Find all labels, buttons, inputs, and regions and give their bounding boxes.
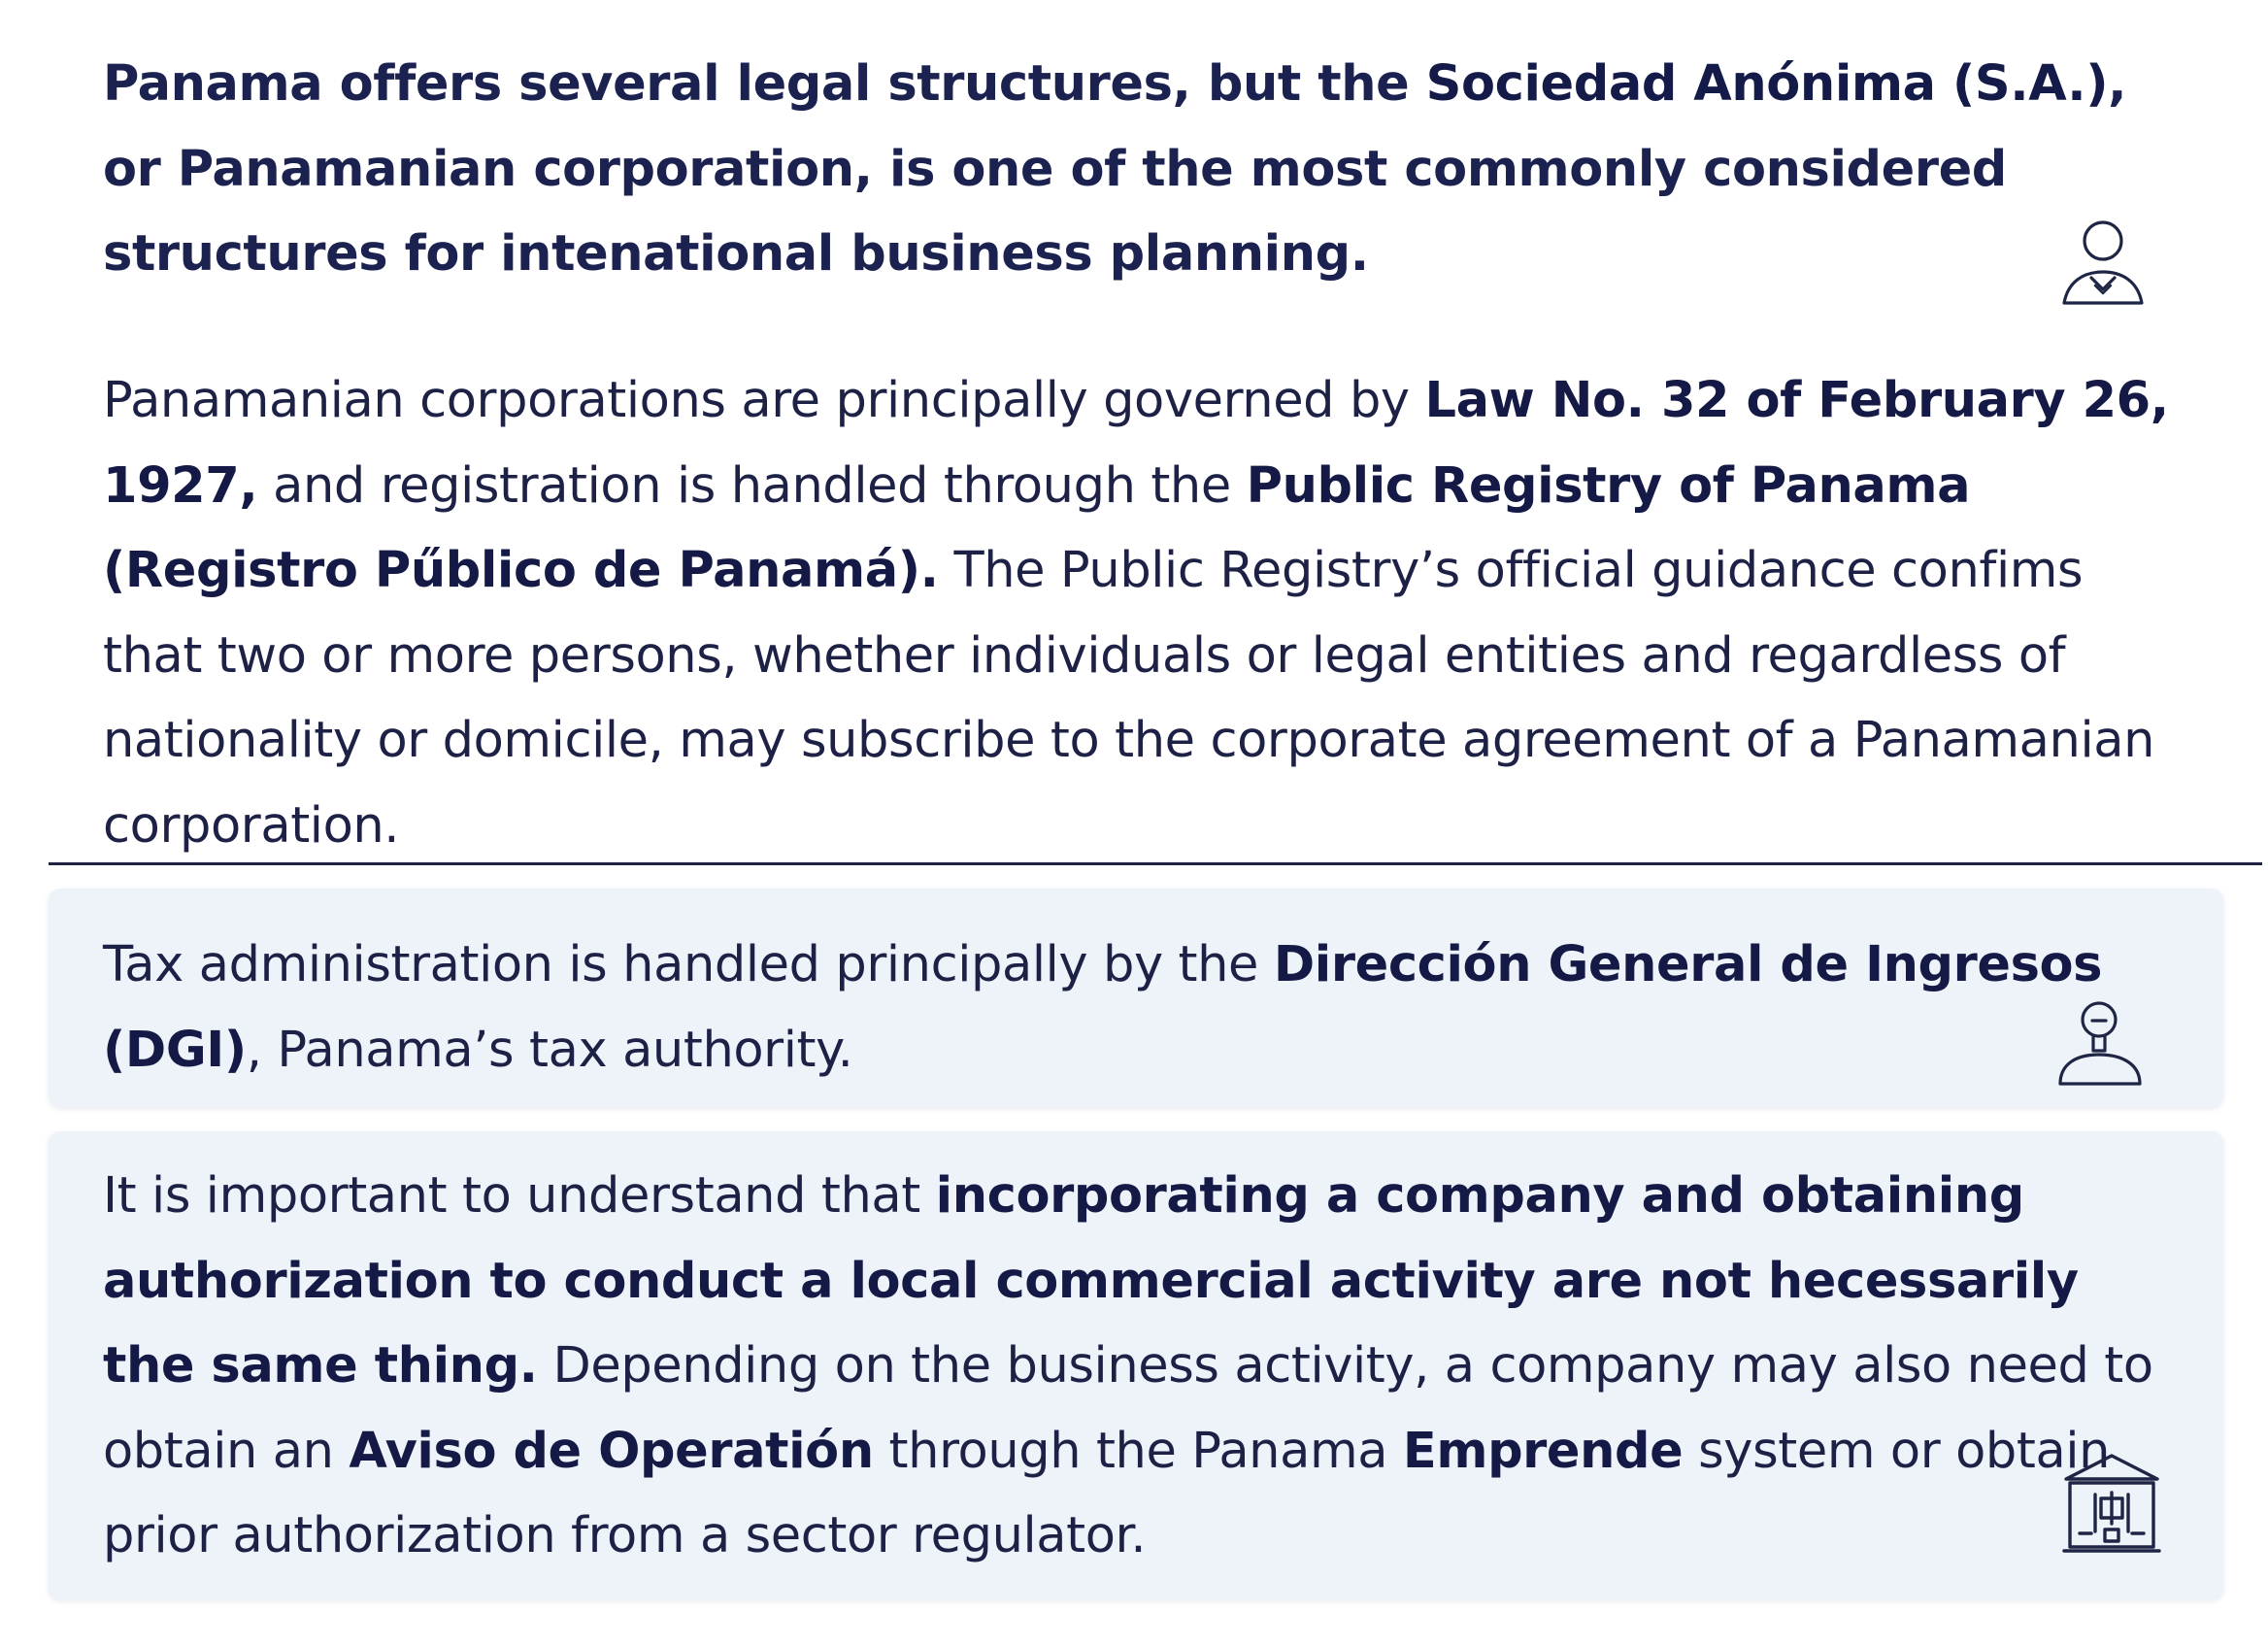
auth-text-2: Depending on the business activity, a company may also need to obtain an xyxy=(103,1337,2153,1480)
intro-text-1: Panama offers several legal structures, but the xyxy=(103,55,1426,113)
auth-text-1: It is important to understand that xyxy=(103,1167,936,1225)
tax-callout-text xyxy=(103,923,2161,1092)
public-registry-reference: Public Registry of Panama (Registro Pűblico de Panamá). xyxy=(103,456,1971,599)
law-reference: Law No. 32 of February 26, 1927, xyxy=(103,372,2169,515)
intro-paragraph xyxy=(103,42,2151,297)
auth-bold-statement: incorporating a company and obtaining authorization to conduct a local commercial activity are not hecessarily the same thing. xyxy=(103,1167,2079,1395)
intro-bold-term: Sociedad Anónima (S.A.) xyxy=(1425,55,2109,113)
auth-text-4: system or obtain prior authorization from a sector regulator. xyxy=(103,1422,2111,1564)
section-divider xyxy=(49,862,2262,865)
emprende-reference: Emprende xyxy=(1402,1422,1684,1480)
tax-text-2: , Panama’s tax authority. xyxy=(246,1021,853,1079)
dgi-reference: Dirección General de Ingresos (DGI) xyxy=(103,936,2103,1079)
governance-text-2: and registration is handled through the xyxy=(257,456,1247,515)
authorization-callout-text xyxy=(103,1154,2161,1579)
intro-text-2: , or Panamanian corporation, is one of the most commonly considered structures for intenational business planning. xyxy=(103,55,2127,283)
governance-paragraph xyxy=(103,358,2190,868)
person-check-icon xyxy=(2054,214,2151,311)
aviso-reference: Aviso de Operatión xyxy=(349,1422,874,1480)
governance-text-3: The Public Registry’s official guidance confims that two or more persons, whether individuals or legal entities and regardless of nationality or domicile, may subscribe to the corporate agreement of a Panamanian corporation. xyxy=(103,542,2154,855)
auth-text-3: through the Panama xyxy=(873,1422,1403,1480)
governance-text-1: Panamanian corporations are principally governed by xyxy=(103,372,1425,429)
government-building-icon xyxy=(2060,1450,2163,1559)
official-person-icon xyxy=(2052,994,2150,1092)
tax-text-1: Tax administration is handled principally by the xyxy=(103,936,1274,993)
